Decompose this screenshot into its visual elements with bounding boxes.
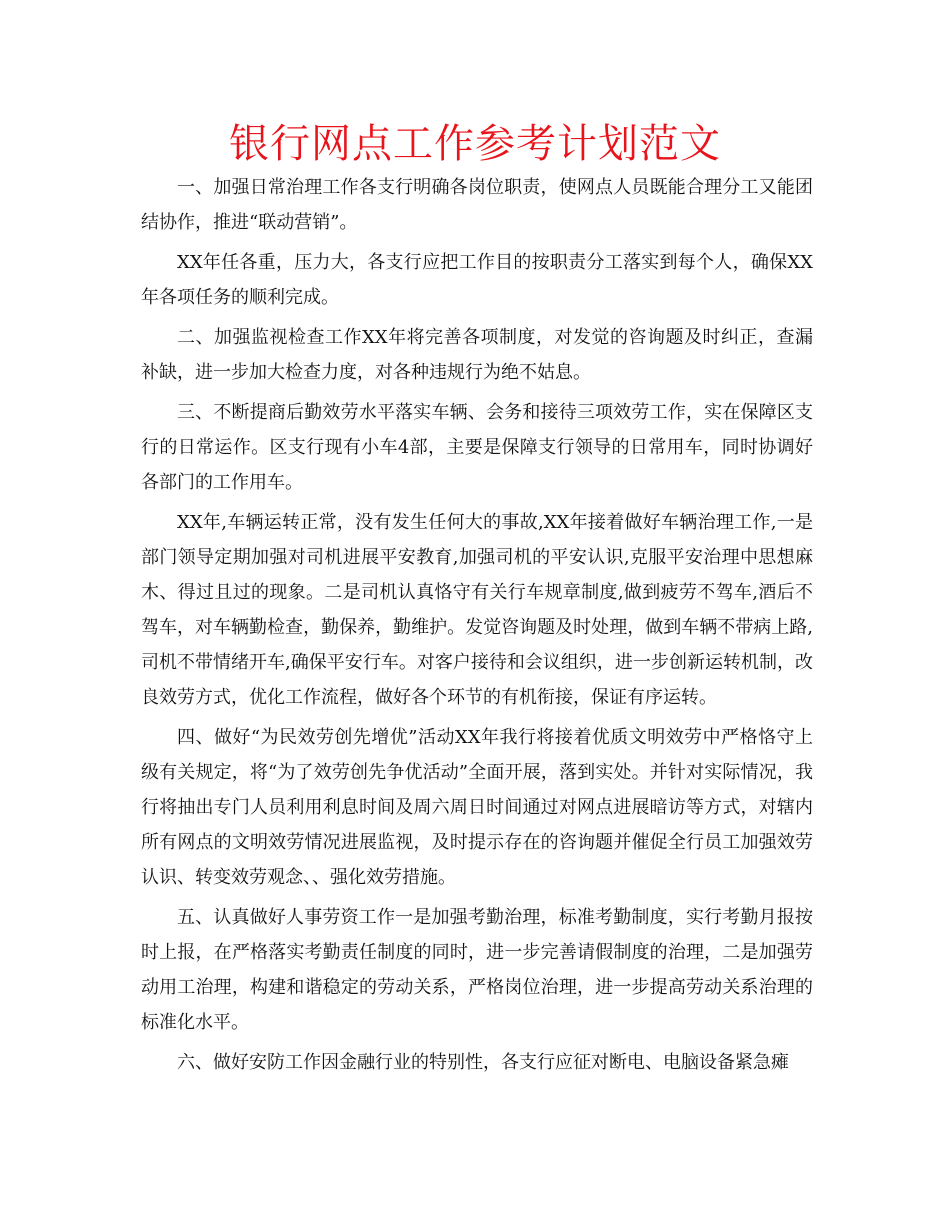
paragraph-4: 三、不断提商后勤效劳水平落实车辆、会务和接待三项效劳工作，实在保障区支行的日常运作。区支行现有小车4部，主要是保障支行领导的日常用车，同时协调好各部门的工作用车。 bbox=[141, 402, 813, 493]
paragraph-3: 二、加强监视检查工作XX年将完善各项制度，对发觉的咨询题及时纠正，查漏补缺，进一步加大检查力度，对各种违规行为绝不姑息。 bbox=[141, 327, 813, 383]
paragraph-8: 六、做好安防工作因金融行业的特别性，各支行应征对断电、电脑设备紧急瘫 bbox=[177, 1052, 789, 1073]
document-body bbox=[141, 170, 813, 1085]
paragraph-2: XX年任各重，压力大，各支行应把工作目的按职责分工落实到每个人，确保XX年各项任务的顺利完成。 bbox=[141, 252, 813, 308]
paragraph-7: 五、认真做好人事劳资工作一是加强考勤治理，标准考勤制度，实行考勤月报按时上报，在严格落实考勤责任制度的同时，进一步完善请假制度的治理，二是加强劳动用工治理，构建和谐稳定的劳动关系，严格岗位治理，进一步提高劳动关系治理的标准化水平。 bbox=[141, 907, 813, 1033]
paragraph-5: XX年,车辆运转正常，没有发生任何大的事故,XX年接着做好车辆治理工作,一是部门领导定期加强对司机进展平安教育,加强司机的平安认识,克服平安治理中思想麻木、得过且过的现象。二是司机认真恪守有关行车规章制度,做到疲劳不驾车,酒后不驾车，对车辆勤检查，勤保养，勤维护。发觉咨询题及时处理，做到车辆不带病上路,司机不带情绪开车,确保平安行车。对客户接待和会议组织，进一步创新运转机制，改良效劳方式，优化工作流程，做好各个环节的有机衔接，保证有序运转。 bbox=[141, 512, 813, 708]
document-title: 银行网点工作参考计划范文 bbox=[229, 121, 721, 167]
paragraph-6: 四、做好“为民效劳创先增优”活动XX年我行将接着优质文明效劳中严格恪守上级有关规定，将“为了效劳创先争优活动”全面开展，落到实处。并针对实际情况，我行将抽出专门人员利用利息时间及周六周日时间通过对网点进展暗访等方式，对辖内所有网点的文明效劳情况进展监视，及时提示存在的咨询题并催促全行员工加强效劳认识、转变效劳观念、、强化效劳措施。 bbox=[141, 727, 813, 888]
paragraph-1: 一、加强日常治理工作各支行明确各岗位职责，使网点人员既能合理分工又能团结协作，推进“联动营销”。 bbox=[141, 177, 813, 233]
